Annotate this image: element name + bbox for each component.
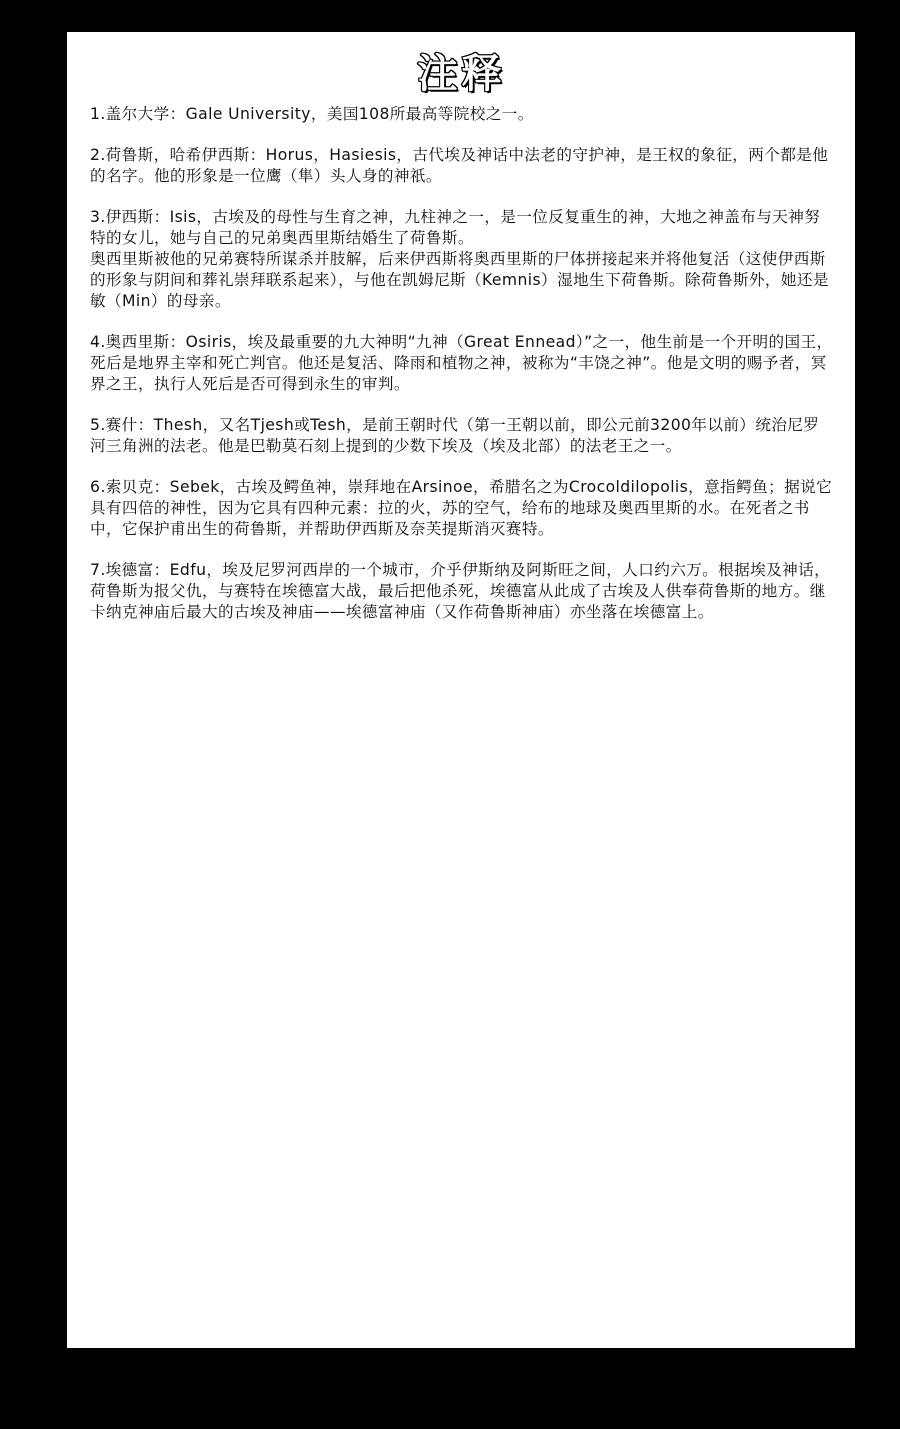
note-text: 6.索贝克：Sebek，古埃及鳄鱼神，崇拜地在Arsinoe，希腊名之为Crocoldilopolis，意指鳄鱼；据说它具有四倍的神性，因为它具有四种元素：拉的火，苏的空气，给布的地球及奥西里斯的水。在死者之书中，它保护甫出生的荷鲁斯，并帮助伊西斯及奈芙提斯消灭赛特。 (90, 478, 833, 538)
note-item (90, 145, 833, 187)
note-item (90, 104, 833, 125)
note-item (90, 477, 833, 540)
note-text: 奥西里斯被他的兄弟赛特所谋杀并肢解，后来伊西斯将奥西里斯的尸体拼接起来并将他复活（这使伊西斯的形象与阴间和葬礼崇拜联系起来），与他在凯姆尼斯（Kemnis）湿地生下荷鲁斯。除荷鲁斯外，她还是敏（Min）的母亲。 (90, 250, 829, 310)
note-item (90, 415, 833, 457)
note-item (90, 560, 833, 623)
note-text: 4.奥西里斯：Osiris，埃及最重要的九大神明“九神（Great Ennead）”之一，他生前是一个开明的国王，死后是地界主宰和死亡判官。他还是复活、降雨和植物之神，被称为“丰饶之神”。他是文明的赐予者，冥界之王，执行人死后是否可得到永生的审判。 (90, 333, 833, 393)
note-text: 1.盖尔大学：Gale University，美国108所最高等院校之一。 (90, 105, 534, 123)
note-text: 5.赛什：Thesh，又名Tjesh或Tesh，是前王朝时代（第一王朝以前，即公元前3200年以前）统治尼罗河三角洲的法老。他是巴勒莫石刻上提到的少数下埃及（埃及北部）的法老王之一。 (90, 416, 820, 455)
page-title: 注释 (417, 51, 506, 97)
note-text: 2.荷鲁斯，哈希伊西斯：Horus，Hasiesis，古代埃及神话中法老的守护神，是王权的象征，两个都是他的名字。他的形象是一位鹰（隼）头人身的神祇。 (90, 146, 829, 185)
note-text: 3.伊西斯：Isis，古埃及的母性与生育之神，九柱神之一，是一位反复重生的神，大地之神盖布与天神努特的女儿，她与自己的兄弟奥西里斯结婚生了荷鲁斯。 (90, 208, 821, 247)
notes-page (67, 32, 855, 1348)
note-item (90, 207, 833, 312)
note-text: 7.埃德富：Edfu，埃及尼罗河西岸的一个城市，介乎伊斯纳及阿斯旺之间，人口约六万。根据埃及神话，荷鲁斯为报父仇，与赛特在埃德富大战，最后把他杀死，埃德富从此成了古埃及人供奉荷鲁斯的地方。继卡纳克神庙后最大的古埃及神庙——埃德富神庙（又作荷鲁斯神庙）亦坐落在埃德富上。 (90, 561, 831, 621)
note-item (90, 332, 833, 395)
